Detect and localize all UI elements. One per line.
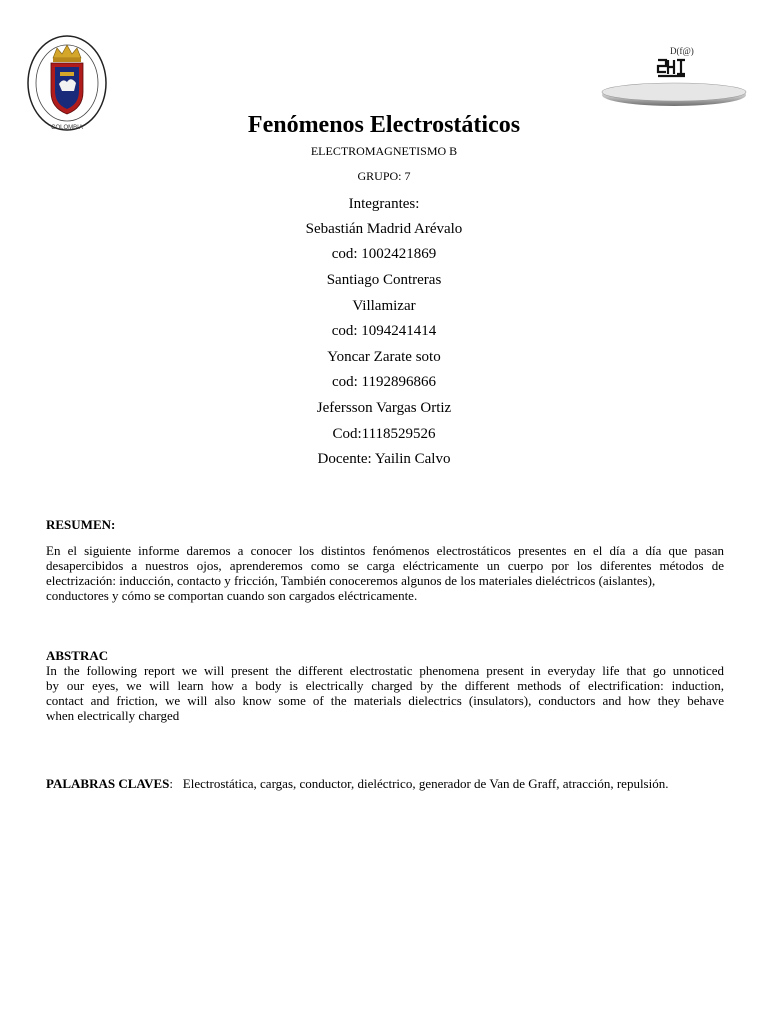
member-line: Sebastián Madrid Arévalo — [305, 221, 463, 237]
document-title: Fenómenos Electrostáticos — [247, 112, 521, 138]
member-line: Santiago Contreras — [326, 272, 442, 288]
member-line: Yoncar Zarate soto — [327, 349, 441, 365]
course-name: ELECTROMAGNETISMO B — [310, 144, 458, 158]
teacher-line: Docente: Yailin Calvo — [317, 451, 451, 467]
member-line: Jefersson Vargas Ortiz — [316, 400, 452, 416]
resumen-line: conductores y cómo se comportan cuando son cargados eléctricamente. — [46, 588, 418, 603]
logo-right-text: D(f@) — [670, 46, 694, 56]
abstract-heading: ABSTRAC — [46, 648, 109, 663]
keywords-text: Electrostática, cargas, conductor, dieléctrico, generador de Van de Graff, atracción, repulsión. — [182, 776, 669, 791]
resumen-paragraph — [46, 543, 724, 603]
member-line: Villamizar — [352, 298, 416, 314]
abstract-line: In the following report we will present the different electrostatic phenomena present in everyday life that go unnoticed — [46, 663, 724, 678]
resumen-line: desapercibidos a nuestros ojos, aprenderemos como se carga eléctricamente un cuerpo por los diferentes métodos de — [46, 558, 724, 573]
member-line: cod: 1094241414 — [331, 323, 437, 339]
resumen-heading: RESUMEN: — [46, 517, 116, 532]
labyrinth-icon — [658, 60, 685, 76]
abstract-line: by our eyes, we will learn how a body is electrically charged by the different methods of electrification: induction, — [46, 678, 724, 693]
department-disc-logo — [600, 40, 748, 110]
members-heading: Integrantes: — [348, 196, 420, 212]
abstract-line: when electrically charged — [46, 708, 180, 723]
resumen-line: electrización: inducción, contacto y fricción, También conoceremos algunos de los materiales dieléctricos (aislantes), — [46, 573, 656, 588]
abstract-line: contact and friction, we will also know some of the materials dielectrics (insulators), conductors and how they behave — [46, 693, 724, 708]
member-line: Cod:1118529526 — [332, 426, 436, 442]
abstract-paragraph — [46, 663, 724, 723]
member-line: cod: 1192896866 — [331, 374, 437, 390]
keywords-colon: : — [169, 776, 174, 791]
resumen-line: En el siguiente informe daremos a conocer los distintos fenómenos electrostáticos presentes en el día a día que pasan — [46, 543, 724, 558]
keywords-label: PALABRAS CLAVES — [46, 776, 170, 791]
group-number: GRUPO: 7 — [357, 169, 411, 183]
seal-country-text: COLOMBIA — [51, 125, 83, 131]
keywords-paragraph — [46, 776, 724, 792]
member-line: cod: 1002421869 — [331, 246, 437, 262]
